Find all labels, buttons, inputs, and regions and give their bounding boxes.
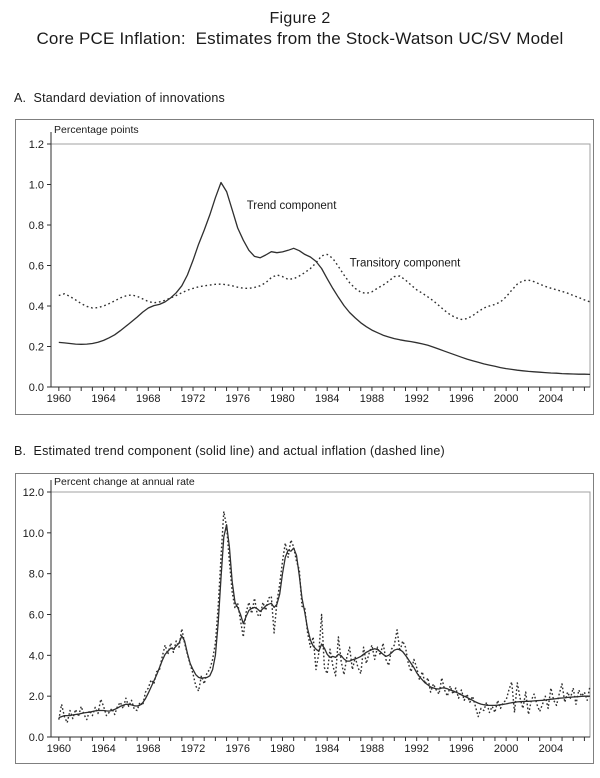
- y-tick-label: 0.6: [28, 260, 44, 273]
- axis-unit-label: Percent change at annual rate: [54, 476, 195, 488]
- x-tick-label: 1988: [359, 743, 385, 755]
- y-tick-label: 6.0: [28, 609, 44, 622]
- panel-a-chart: [15, 119, 594, 415]
- x-tick-label: 1976: [225, 743, 250, 755]
- y-tick-label: 0.0: [28, 382, 44, 394]
- x-tick-label: 1964: [91, 743, 116, 755]
- series-label: Transitory component: [349, 257, 461, 270]
- x-tick-label: 1984: [314, 393, 340, 405]
- series-actual-inflation-line: [59, 511, 590, 722]
- y-tick-label: 12.0: [22, 487, 44, 499]
- series-estimated-trend-component-line: [59, 525, 590, 718]
- x-tick-label: 1980: [270, 743, 295, 755]
- x-tick-label: 1988: [359, 393, 385, 405]
- series-label: Trend component: [246, 199, 337, 212]
- x-tick-label: 2000: [493, 393, 519, 405]
- y-tick-label: 0.4: [28, 301, 44, 313]
- figure-title: Core PCE Inflation: Estimates from the Stock-Watson UC/SV Model: [36, 29, 564, 48]
- panel-b-plot: [16, 474, 593, 763]
- x-tick-label: 1964: [91, 393, 116, 405]
- axis-unit-label: Percentage points: [54, 124, 139, 136]
- panel-a-plot: [16, 120, 593, 414]
- series-transitory-component-line: [59, 254, 590, 319]
- y-tick-label: 2.0: [28, 691, 44, 704]
- panel-a-heading: A. Standard deviation of innovations: [14, 91, 226, 105]
- x-tick-label: 2000: [493, 743, 519, 755]
- x-tick-label: 2004: [538, 393, 564, 405]
- x-tick-label: 1968: [136, 393, 161, 405]
- y-tick-label: 0.8: [28, 220, 44, 232]
- x-tick-label: 1960: [46, 743, 72, 755]
- plot-frame: [51, 144, 590, 387]
- y-tick-label: 4.0: [28, 650, 44, 663]
- y-tick-label: 1.2: [28, 139, 44, 151]
- y-tick-label: 10.0: [22, 527, 44, 540]
- x-tick-label: 1968: [136, 743, 161, 755]
- x-tick-label: 1984: [314, 743, 340, 755]
- y-tick-label: 0.2: [28, 341, 44, 354]
- x-tick-label: 1996: [449, 393, 474, 405]
- x-tick-label: 1976: [225, 393, 250, 405]
- x-tick-label: 1972: [180, 743, 206, 755]
- y-tick-label: 8.0: [28, 568, 44, 581]
- x-tick-label: 1992: [404, 393, 429, 405]
- y-tick-label: 0.0: [28, 732, 44, 744]
- panel-b-heading: B. Estimated trend component (solid line) and actual inflation (dashed line): [14, 444, 445, 458]
- x-tick-label: 1960: [46, 393, 72, 405]
- figure-number: Figure 2: [269, 10, 331, 27]
- x-tick-label: 2004: [538, 743, 564, 755]
- panel-b-chart: [15, 473, 594, 764]
- y-tick-label: 1.0: [28, 179, 44, 192]
- x-tick-label: 1980: [270, 393, 295, 405]
- x-tick-label: 1992: [404, 743, 429, 755]
- x-tick-label: 1996: [449, 743, 474, 755]
- x-tick-label: 1972: [180, 393, 206, 405]
